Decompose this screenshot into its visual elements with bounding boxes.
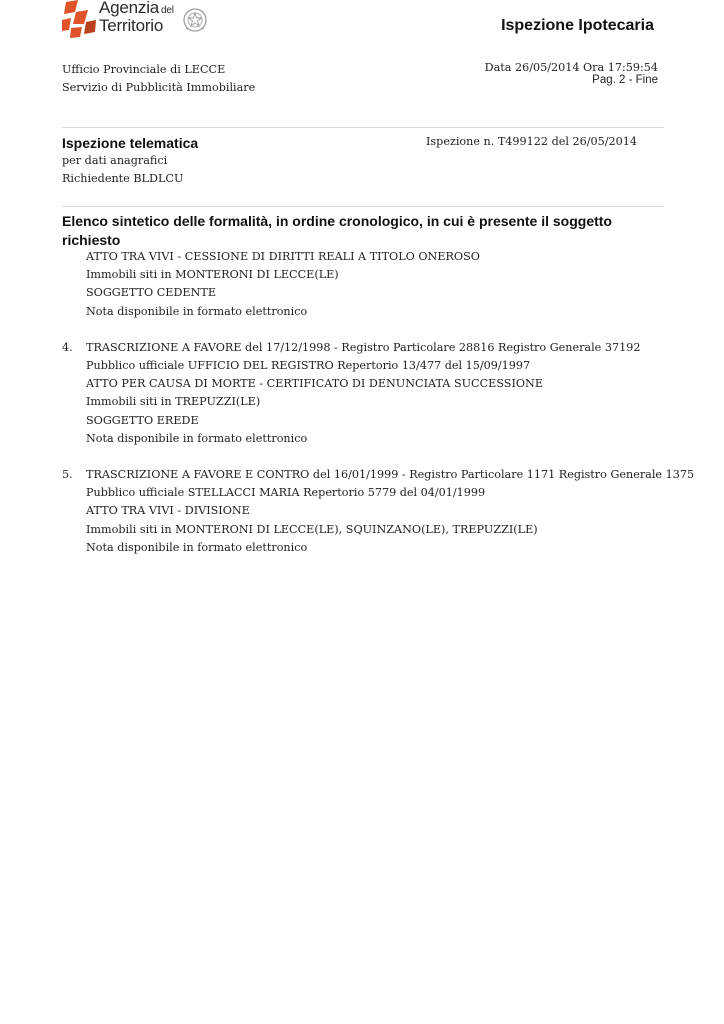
agency-logo-mark-icon (62, 0, 98, 38)
entry-line: ATTO PER CAUSA DI MORTE - CERTIFICATO DI DENUNCIATA SUCCESSIONE (86, 377, 543, 391)
entry-line: ATTO TRA VIVI - DIVISIONE (86, 504, 250, 518)
logo-text-agenzia: Agenzia del (99, 0, 174, 17)
agency-logo (62, 0, 212, 40)
entry-line: TRASCRIZIONE A FAVORE del 17/12/1998 - Registro Particolare 28816 Registro Generale 37192 (86, 340, 641, 354)
entry-line: Immobili siti in MONTERONI DI LECCE(LE), SQUINZANO(LE), TREPUZZI(LE) (86, 522, 538, 536)
inspection-number: Ispezione n. T499122 del 26/05/2014 (426, 135, 637, 148)
inspection-type: per dati anagrafici (62, 154, 168, 167)
entry-line: Pubblico ufficiale STELLACCI MARIA Repertorio 5779 del 04/01/1999 (86, 486, 486, 500)
section-title: Elenco sintetico delle formalità, in ordine cronologico, in cui è presente il soggetto richiesto (62, 213, 612, 248)
entry-line: SOGGETTO CEDENTE (86, 286, 217, 300)
entry-line: Pubblico ufficiale UFFICIO DEL REGISTRO Repertorio 13/477 del 15/09/1997 (86, 359, 531, 373)
divider (62, 206, 664, 207)
office-service: Servizio di Pubblicità Immobiliare (62, 81, 256, 94)
inspection-title: Ispezione telematica (62, 135, 199, 151)
entry-line: ATTO TRA VIVI - CESSIONE DI DIRITTI REALI A TITOLO ONEROSO (86, 250, 480, 263)
document-date: Data 26/05/2014 Ora 17:59:54 (484, 61, 658, 74)
logo-text-territorio: Territorio (99, 16, 164, 35)
document-title: Ispezione Ipotecaria (501, 17, 654, 34)
page-number: Pag. 2 - Fine (592, 74, 658, 86)
inspection-info (62, 134, 402, 188)
office-info (62, 61, 255, 97)
republic-emblem-icon (182, 6, 208, 34)
office-name: Ufficio Provinciale di LECCE (62, 63, 226, 76)
inspection-requester: Richiedente BLDLCU (62, 172, 184, 185)
entry-line: SOGGETTO EREDE (86, 413, 199, 427)
entry-number: 4. (62, 340, 73, 354)
entry-number: 5. (62, 468, 73, 482)
entry-line: Nota disponibile in formato elettronico (86, 540, 308, 554)
entry-line: Nota disponibile in formato elettronico (86, 431, 308, 445)
list-item (62, 248, 662, 321)
formalities-list (62, 248, 695, 575)
entry-line: Nota disponibile in formato elettronico (86, 304, 308, 318)
entry-line: TRASCRIZIONE A FAVORE E CONTRO del 16/01/1999 - Registro Particolare 1171 Registro Generale 1375 (86, 468, 695, 482)
list-item (62, 339, 662, 448)
entry-line: Immobili siti in MONTERONI DI LECCE(LE) (86, 268, 339, 282)
divider (62, 127, 664, 128)
entry-line: Immobili siti in TREPUZZI(LE) (86, 395, 261, 409)
date-page-info (485, 61, 658, 87)
list-item (62, 466, 695, 557)
